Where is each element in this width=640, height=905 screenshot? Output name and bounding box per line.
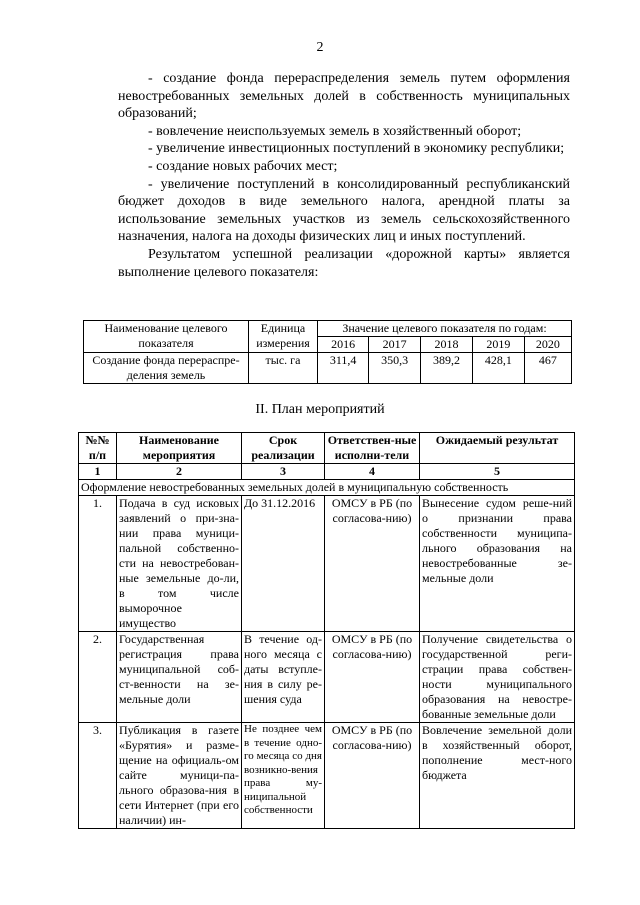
value-cell: 389,2 (421, 353, 473, 384)
indicator-unit: тыс. га (249, 353, 318, 384)
row-action: Подача в суд исковых заявлений о при-зна-нии права муници-пальной собственно-сти на невостребован-ные земельные до-ли, в том числе выморочное имущество (117, 496, 242, 632)
row-result: Вынесение судом реше-ний о признании права собственности муниципа-льного образования на невостребованные зе-мельные доли (420, 496, 575, 632)
table-row (79, 723, 575, 829)
row-action: Государственная регистрация права муниципальной соб-ст-венности на зе-мельные доли (117, 632, 242, 723)
paragraph: - увеличение поступлений в консолидированный республиканский бюджет доходов в виде земельного налога, арендной платы за использование земельных участков из земель сельскохозяйственного назначения, налога на доходы физических лиц и иных поступлений. (118, 176, 570, 245)
intro-text (118, 70, 570, 281)
year-cell: 2018 (421, 337, 473, 353)
row-num: 3. (79, 723, 117, 829)
paragraph: - создание новых рабочих мест; (148, 158, 338, 174)
year-cell: 2020 (524, 337, 571, 353)
paragraph: - увеличение инвестиционных поступлений в экономику республики; (148, 141, 565, 157)
row-result: Получение свидетельства о государственной реги-страции права собствен-ности муниципального образования на невостре-бованные земельные доли (420, 632, 575, 723)
indicator-table (83, 320, 572, 384)
row-deadline: До 31.12.2016 (242, 496, 325, 632)
section-title: II. План мероприятий (255, 402, 385, 417)
indicator-name: Создание фонда перераспре-деления земель (84, 353, 249, 384)
paragraph: - создание фонда перераспределения земель путем оформления невостребованных земельных долей в собственность муниципальных образований; (118, 71, 570, 122)
col-header-num: №№ п/п (79, 433, 117, 464)
row-deadline: Не позднее чем в течение одно-го месяца со дня возникно-вения права му-ниципальной собственности (242, 723, 325, 829)
col-header-action: Наименование мероприятия (117, 433, 242, 464)
col-number: 1 (79, 464, 117, 480)
year-cell: 2019 (472, 337, 524, 353)
value-cell: 428,1 (472, 353, 524, 384)
value-cell: 311,4 (318, 353, 369, 384)
value-cell: 467 (524, 353, 571, 384)
table-row (79, 496, 575, 632)
indicator-values-header: Значение целевого показателя по годам: (318, 321, 572, 337)
row-result: Вовлечение земельной доли в хозяйственный оборот, пополнение мест-ного бюджета (420, 723, 575, 829)
row-executor: ОМСУ в РБ (по согласова-нию) (325, 632, 420, 723)
table-row (79, 632, 575, 723)
row-deadline: В течение од-ного месяца с даты вступле-ния в силу ре-шения суда (242, 632, 325, 723)
row-num: 2. (79, 632, 117, 723)
year-cell: 2017 (369, 337, 421, 353)
col-number: 4 (325, 464, 420, 480)
paragraph: Результатом успешной реализации «дорожной карты» является выполнение целевого показателя: (118, 246, 570, 280)
year-cell: 2016 (318, 337, 369, 353)
col-number: 5 (420, 464, 575, 480)
col-number: 2 (117, 464, 242, 480)
paragraph: - вовлечение неиспользуемых земель в хозяйственный оборот; (148, 123, 522, 139)
row-action: Публикация в газете «Бурятия» и разме-щение на официаль-ом сайте муници-па-льного образова-ния в сети Интернет (при его наличии) ин- (117, 723, 242, 829)
table-row (84, 353, 572, 384)
indicator-unit-header: Единица измерения (249, 321, 318, 353)
row-executor: ОМСУ в РБ (по согласова-нию) (325, 723, 420, 829)
col-header-executor: Ответствен-ные исполни-тели (325, 433, 420, 464)
plan-table (78, 432, 575, 829)
group-title: Оформление невостребованных земельных долей в муниципальную собственность (79, 480, 575, 496)
col-number: 3 (242, 464, 325, 480)
page-number: 2 (316, 40, 324, 55)
row-executor: ОМСУ в РБ (по согласова-нию) (325, 496, 420, 632)
col-header-deadline: Срок реализации (242, 433, 325, 464)
col-header-result: Ожидаемый результат (420, 433, 575, 464)
row-num: 1. (79, 496, 117, 632)
value-cell: 350,3 (369, 353, 421, 384)
indicator-name-header: Наименование целевого показателя (84, 321, 249, 353)
